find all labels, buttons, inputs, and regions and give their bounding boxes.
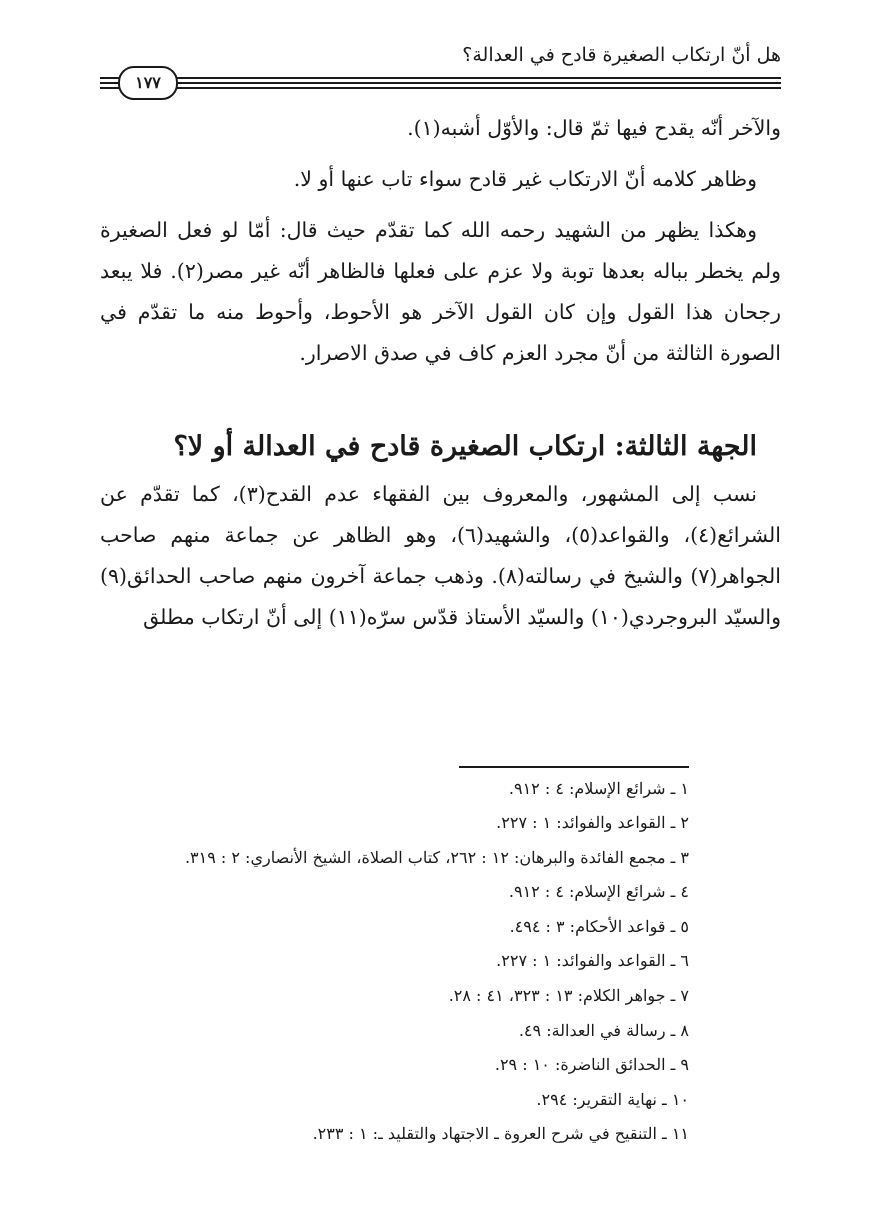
footnote: ٨ ـ رسالة في العدالة: ٤٩. bbox=[518, 1020, 689, 1040]
paragraph: وظاهر كلامه أنّ الارتكاب غير قادح سواء تاب عنها أو لا. bbox=[293, 167, 757, 191]
footnote: ١١ ـ التنقيح في شرح العروة ـ الاجتهاد والتقليد ـ: ١ : ٢٣٣. bbox=[312, 1124, 689, 1144]
header-rule-bottom bbox=[100, 87, 781, 89]
footnote: ١ ـ شرائع الإسلام: ٤ : ٩١٢. bbox=[508, 778, 689, 798]
footnote: ٥ ـ قواعد الأحكام: ٣ : ٤٩٤. bbox=[509, 916, 689, 936]
paragraph: وهكذا يظهر من الشهيد رحمه الله كما تقدّم حيث قال: أمّا لو فعل الصغيرة ولم يخطر بباله بعدها توبة ولا عزم على فعلها فالظاهر أنّه غير مصر(٢). فلا يبعد رجحان هذا القول وإن كان القول الآخر هو الأحوط، وأحوط منه ما تقدّم في الصورة الثالثة من أنّ مجرد العزم كاف في صدق الاصرار. bbox=[100, 218, 781, 365]
footnote: ٣ ـ مجمع الفائدة والبرهان: ١٢ : ٢٦٢، كتاب الصلاة، الشيخ الأنصاري: ٢ : ٣١٩. bbox=[184, 847, 689, 867]
footnote: ٩ ـ الحدائق الناضرة: ١٠ : ٢٩. bbox=[494, 1055, 689, 1075]
footnote: ٢ ـ القواعد والفوائد: ١ : ٢٢٧. bbox=[496, 813, 689, 833]
header-rule-middle bbox=[100, 82, 781, 84]
footnote: ٤ ـ شرائع الإسلام: ٤ : ٩١٢. bbox=[508, 882, 689, 902]
footnote: ٦ ـ القواعد والفوائد: ١ : ٢٢٧. bbox=[496, 951, 689, 971]
section-heading: الجهة الثالثة: ارتكاب الصغيرة قادح في العدالة أو لا؟ bbox=[173, 431, 757, 462]
header-rule-top bbox=[100, 77, 781, 79]
footnote: ١٠ ـ نهاية التقرير: ٢٩٤. bbox=[536, 1089, 689, 1109]
page-number: ١٧٧ bbox=[118, 66, 178, 100]
footnote: ٧ ـ جواهر الكلام: ١٣ : ٣٢٣، ٤١ : ٢٨. bbox=[448, 986, 689, 1006]
paragraph: نسب إلى المشهور، والمعروف بين الفقهاء عدم القدح(٣)، كما تقدّم عن الشرائع(٤)، والقواعد(٥)، والشهيد(٦)، وهو الظاهر عن جماعة منهم صاحب الجواهر(٧) والشيخ في رسالته(٨). وذهب جماعة آخرون منهم صاحب الحدائق(٩) والسيّد البروجردي(١٠) والسيّد الأستاذ قدّس سرّه(١١) إلى أنّ ارتكاب مطلق bbox=[100, 482, 781, 629]
main-text bbox=[100, 108, 781, 648]
footnotes bbox=[100, 766, 781, 1152]
paragraph: والآخر أنّه يقدح فيها ثمّ قال: والأوّل أشبه(١). bbox=[407, 116, 781, 140]
running-title: هل أنّ ارتكاب الصغيرة قادح في العدالة؟ bbox=[462, 44, 781, 66]
